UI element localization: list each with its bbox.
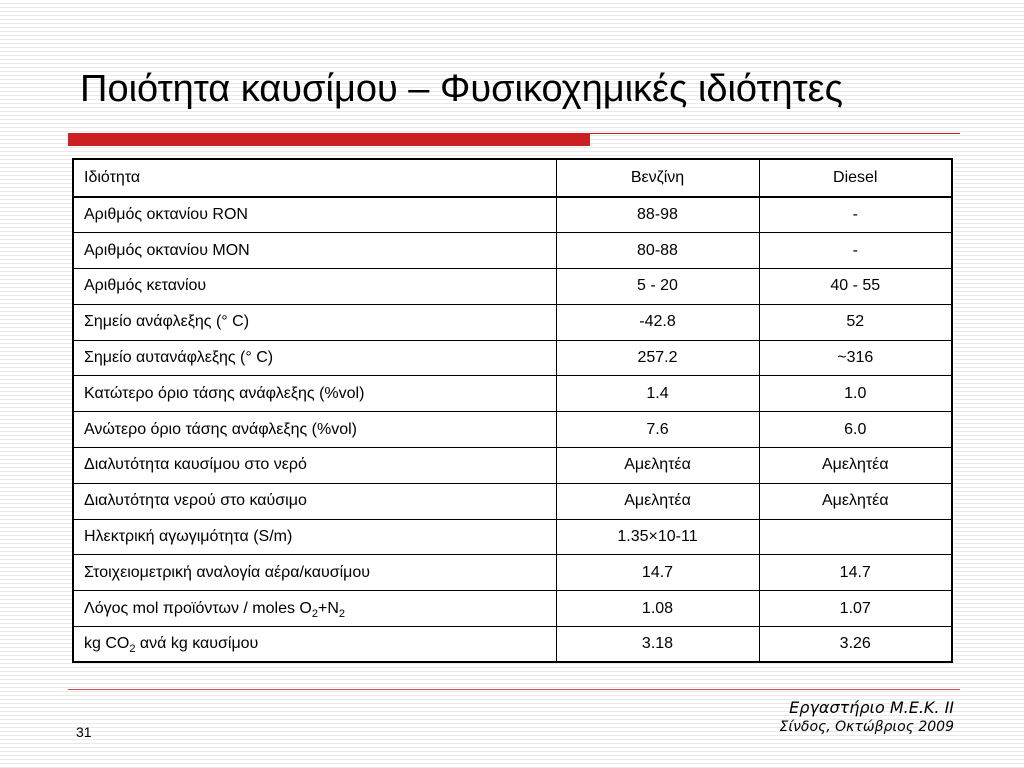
slide-title: Ποιότητα καυσίμου – Φυσικοχημικές ιδιότητες (80, 68, 843, 110)
property-cell (73, 591, 556, 627)
table-row (73, 412, 952, 448)
property-text: kg CO (84, 635, 130, 653)
subscript-2: 2 (311, 607, 318, 620)
footer-rule (68, 689, 960, 690)
table-row (73, 483, 952, 519)
property-cell: Διαλυτότητα καυσίμου στο νερό (73, 448, 556, 484)
diesel-cell: 6.0 (759, 412, 952, 448)
gasoline-cell: 257.2 (556, 340, 759, 376)
property-text: +N (317, 599, 339, 617)
gasoline-cell: 1.35×10-11 (556, 519, 759, 555)
table-row (73, 233, 952, 269)
table-row (73, 304, 952, 340)
property-cell (73, 627, 556, 663)
gasoline-cell: 1.08 (556, 591, 759, 627)
diesel-cell: Αμελητέα (759, 483, 952, 519)
table-header-row (73, 159, 952, 197)
table-row (73, 376, 952, 412)
diesel-cell: 1.07 (759, 591, 952, 627)
subscript-2: 2 (338, 607, 346, 620)
table-row (73, 448, 952, 484)
table-row (73, 197, 952, 233)
property-cell: Αριθμός οκτανίου RON (73, 197, 556, 233)
property-cell: Κατώτερο όριο τάσης ανάφλεξης (%vol) (73, 376, 556, 412)
table-row (73, 555, 952, 591)
property-cell: Ηλεκτρική αγωγιμότητα (S/m) (73, 519, 556, 555)
property-cell: Αριθμός κετανίου (73, 269, 556, 305)
property-cell: Αριθμός οκτανίου MON (73, 233, 556, 269)
gasoline-cell: 14.7 (556, 555, 759, 591)
header-diesel: Diesel (759, 159, 952, 197)
property-cell: Ανώτερο όριο τάσης ανάφλεξης (%vol) (73, 412, 556, 448)
page-number: 31 (76, 724, 92, 740)
table-row (73, 591, 952, 627)
property-cell: Σημείο αυτανάφλεξης (° C) (73, 340, 556, 376)
diesel-cell: Αμελητέα (759, 448, 952, 484)
gasoline-cell: 1.4 (556, 376, 759, 412)
subscript-2: 2 (129, 643, 136, 656)
property-text: ανά kg καυσίμου (135, 635, 259, 653)
table-row (73, 519, 952, 555)
property-text: Λόγος mol προϊόντων / moles O (84, 599, 312, 617)
diesel-cell: 1.0 (759, 376, 952, 412)
gasoline-cell: 5 - 20 (556, 269, 759, 305)
table-row (73, 340, 952, 376)
gasoline-cell: 80-88 (556, 233, 759, 269)
diesel-cell: 40 - 55 (759, 269, 952, 305)
gasoline-cell: -42.8 (556, 304, 759, 340)
diesel-cell: ~316 (759, 340, 952, 376)
header-gasoline: Βενζίνη (556, 159, 759, 197)
diesel-cell: 52 (759, 304, 952, 340)
diesel-cell (759, 519, 952, 555)
lab-name: Εργαστήριο Μ.Ε.Κ. ΙΙ (789, 698, 954, 717)
diesel-cell: - (759, 233, 952, 269)
diesel-cell: 14.7 (759, 555, 952, 591)
organization-footer (780, 698, 955, 735)
header-property: Ιδιότητα (73, 159, 556, 197)
diesel-cell: 3.26 (759, 627, 952, 663)
table-row (73, 269, 952, 305)
diesel-cell: - (759, 197, 952, 233)
gasoline-cell: Αμελητέα (556, 483, 759, 519)
fuel-properties-table (72, 158, 953, 663)
gasoline-cell: 88-98 (556, 197, 759, 233)
table-row (73, 627, 952, 663)
gasoline-cell: Αμελητέα (556, 448, 759, 484)
title-underline-thick (68, 133, 590, 146)
property-cell: Διαλυτότητα νερού στο καύσιμο (73, 483, 556, 519)
property-cell: Στοιχειομετρική αναλογία αέρα/καυσίμου (73, 555, 556, 591)
property-cell: Σημείο ανάφλεξης (° C) (73, 304, 556, 340)
gasoline-cell: 7.6 (556, 412, 759, 448)
location-date: Σίνδος, Οκτώβριος 2009 (779, 719, 954, 735)
gasoline-cell: 3.18 (556, 627, 759, 663)
